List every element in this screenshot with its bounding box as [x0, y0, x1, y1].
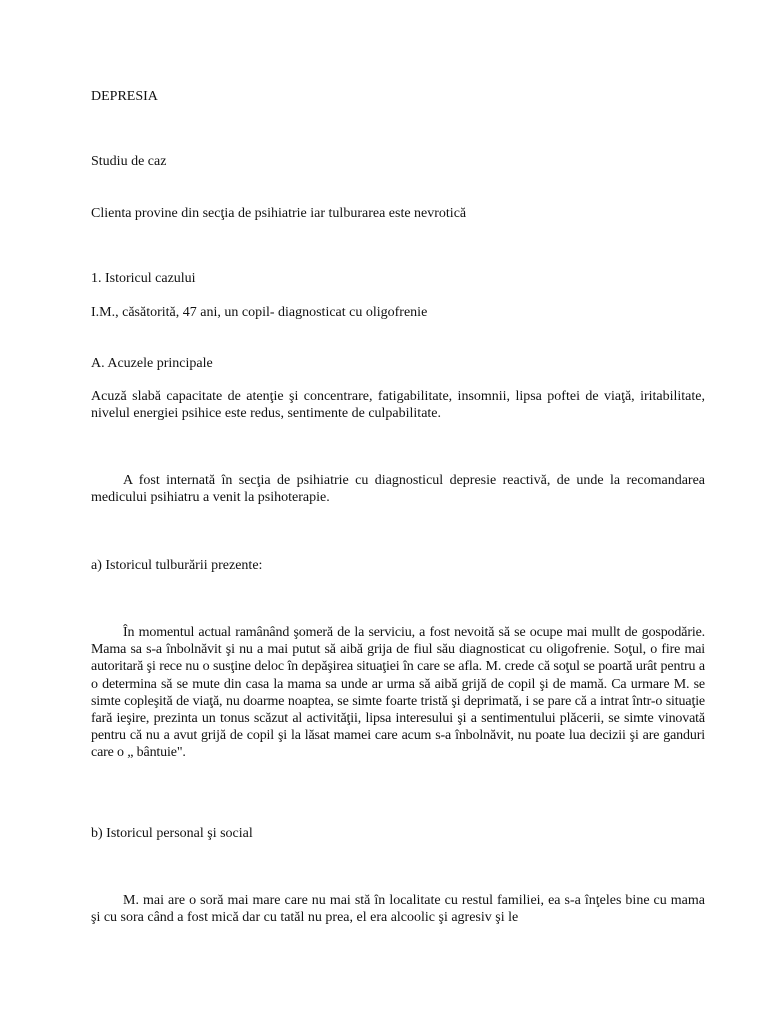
admission-paragraph: A fost internată în secţia de psihiatrie cu diagnosticul depresie reactivă, de unde la recomandarea medicului psihiatru a venit la psihoterapie.: [91, 473, 705, 506]
patient-info: I.M., căsătorită, 47 ani, un copil- diagnosticat cu oligofrenie: [91, 305, 428, 320]
document-title: DEPRESIA: [91, 89, 158, 104]
subsection-b-text: M. mai are o soră mai mare care nu mai stă în localitate cu restul familiei, ea s-a înţeles bine cu mama şi cu sora când a fost mică dar cu tatăl nu prea, el era alcoolic şi agresiv şi le: [91, 893, 705, 926]
subsection-a-text: În momentul actual ramânând şomeră de la serviciu, a fost nevoită să se ocupe mai mullt de gospodărie. Mama sa s-a înbolnăvit şi nu a mai putut să aibă grija de fiul său diagnosticat cu oligofrenie. Soţul, o fire mai autoritară şi rece nu o susţine deloc în depăşirea situaţiei în care se afla. M. crede că soţul se poartă urât pentru a o determina să se mute din casa la mama sa unde ar urma să aibă grijă de copil şi de mamă. Ca urmare M. se simte copleşită de viaţă, nu doarme noaptea, se simte foarte tristă şi deprimată, i se pare că a intrat într-o situaţie fară ieşire, prezinta un tonus scăzut al activităţii, lipsa interesului şi a sentimentului plăcerii, se simte vinovată pentru că nu a avut grijă de copil şi la lăsat mamei care acum s-a înbolnăvit, nu poate lua decizii şi are ganduri care o „ bântuie".: [91, 625, 705, 761]
intro-paragraph: Clienta provine din secţia de psihiatrie iar tulburarea este nevrotică: [91, 206, 467, 221]
section-1-heading: 1. Istoricul cazului: [91, 271, 196, 286]
subsection-a-heading: a) Istoricul tulburării prezente:: [91, 558, 263, 573]
document-subtitle: Studiu de caz: [91, 154, 167, 169]
subsection-b-heading: b) Istoricul personal şi social: [91, 826, 253, 841]
section-a-heading: A. Acuzele principale: [91, 356, 213, 371]
section-a-text: Acuză slabă capacitate de atenţie şi concentrare, fatigabilitate, insomnii, lipsa poftei de viaţă, iritabilitate, nivelul energiei psihice este redus, sentimente de culpabilitate.: [91, 389, 705, 422]
